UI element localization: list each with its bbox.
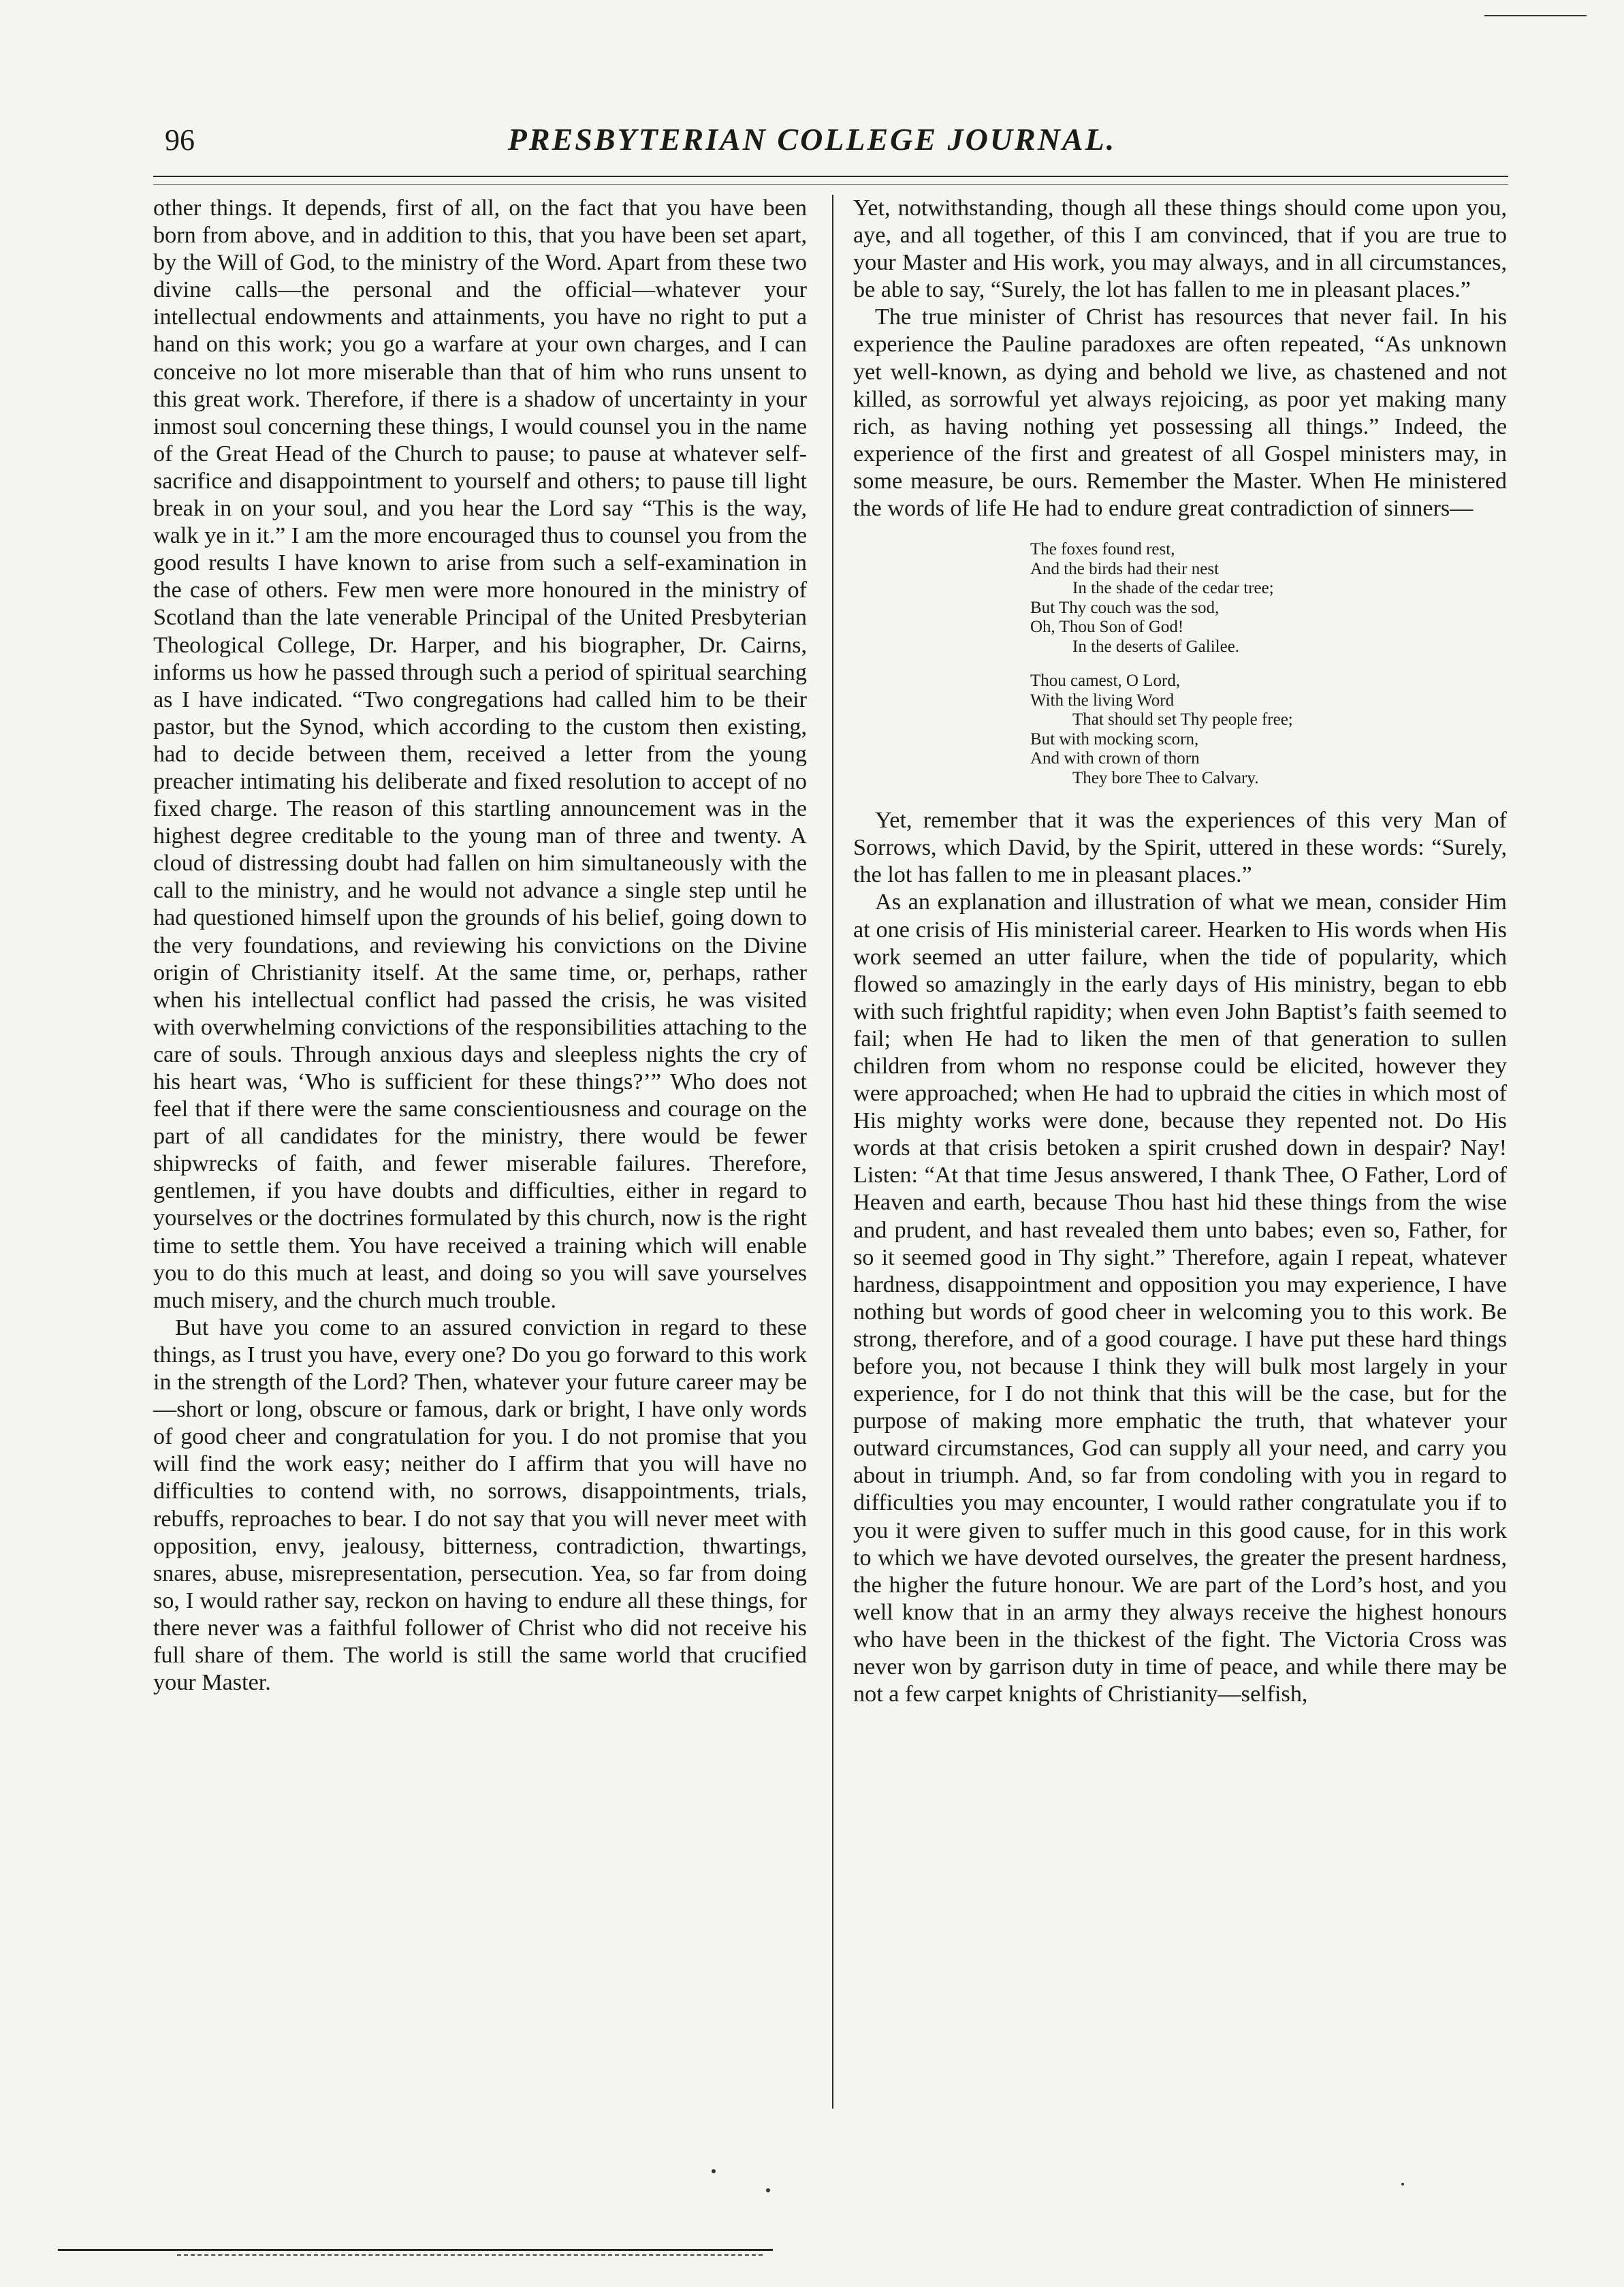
poem <box>1030 540 1507 788</box>
poem-stanza <box>1030 540 1507 657</box>
poem-line: They bore Thee to Calvary. <box>1072 768 1259 787</box>
left-column <box>153 195 807 1697</box>
ink-speck <box>712 2169 716 2173</box>
paragraph: As an explanation and illustration of what we mean, consider Him at one crisis of His ministerial career. Hearken to His words when His work seemed an utter failure, when the tide of popularity, which flowed so amazingly in the early days of His ministry, began to ebb with such frightful rapidity; when even John Baptist’s faith seemed to fail; when He had to liken the men of that generation to sullen children from whom no response could be elicited, however they were approached; when He had to upbraid the cities in which most of His mighty works were done, because they repented not. Do His words at that crisis betoken a spirit crushed down in despair? Nay! Listen: “At that time Jesus answered, I thank Thee, O Father, Lord of Heaven and earth, because Thou hast hid these things from the wise and prudent, and hast revealed them unto babes; even so, Father, for so it seemed good in Thy sight.” Therefore, again I repeat, whatever hardness, disappointment and opposition you may experience, I have nothing but words of good cheer in welcoming you to this work. Be strong, therefore, and of a good courage. I have put these hard things before you, not because I think they will bulk most largely in your experience, for I do not think that this will be the case, but for the purpose of making more emphatic the truth, that whatever your outward circumstances, God can supply all your need, and carry you about in triumph. And, so far from condoling with you in regard to difficulties you may encounter, I would rather congratulate you if to you it were given to suffer much in this good cause, for in this work to which we have devoted ourselves, the greater the present hardness, the higher the future honour. We are part of the Lord’s host, and you well know that in an army they always receive the highest honours who have been in the thickest of the fight. The Victoria Cross was never won by garrison duty in time of peace, and while there may be not a few carpet knights of Christianity—selfish, <box>853 889 1507 1707</box>
poem-line: Oh, Thou Son of God! <box>1030 618 1184 637</box>
column-divider <box>832 195 833 2109</box>
poem-line: And with crown of thorn <box>1030 749 1200 768</box>
top-edge-rule <box>1484 15 1587 16</box>
poem-stanza <box>1030 672 1507 788</box>
footer-rule <box>58 2249 773 2251</box>
paragraph: But have you come to an assured conviction in regard to these things, as I trust you have, every one? Do you go forward to this work in the strength of the Lord? Then, whatever your future career may be—short or long, obscure or famous, dark or bright, I have only words of good cheer and congratulation for you. I do not promise that you will find the work easy; neither do I affirm that you will have no difficulties to contend with, no sorrows, disappointments, trials, rebuffs, reproaches to bear. I do not say that you will never meet with opposition, envy, jealousy, bitterness, contradiction, thwartings, snares, abuse, misrepresentation, persecution. Yea, so far from doing so, I would rather say, reckon on having to endure all these things, for there never was a faithful follower of Christ who did not receive his full share of them. The world is still the same world that crucified your Master. <box>153 1314 807 1696</box>
paragraph: Yet, remember that it was the experiences of this very Man of Sorrows, which David, by the Spirit, uttered in these words: “Surely, the lot has fallen to me in pleasant places.” <box>853 808 1507 888</box>
footer-rule-dashed <box>177 2254 763 2256</box>
poem-line: But with mocking scorn, <box>1030 729 1199 748</box>
ink-speck <box>766 2188 770 2192</box>
paragraph: The true minister of Christ has resources that never fail. In his experience the Pauline paradoxes are often repeated, “As unknown yet well-known, as dying and behold we live, as chastened and not killed, as sorrowful yet always rejoicing, as poor yet making many rich, as having nothing yet possessing all things.” Indeed, the experience of the first and greatest of all Gospel ministers may, in some measure, be ours. Remember the Master. When He ministered the words of life He had to endure great contradiction of sinners— <box>853 304 1507 522</box>
page-number: 96 <box>165 123 195 157</box>
ink-speck <box>1401 2183 1404 2186</box>
poem-line: With the living Word <box>1030 691 1175 710</box>
poem-line: Thou camest, O Lord, <box>1030 672 1181 691</box>
header-rule <box>153 176 1508 177</box>
poem-line: The foxes found rest, <box>1030 540 1175 559</box>
paragraph: Yet, notwithstanding, though all these things should come upon you, aye, and all together, of this I am convinced, that if you are true to your Master and His work, you may always, and in all circumstances, be able to say, “Surely, the lot has fallen to me in pleasant places.” <box>853 195 1507 303</box>
right-column <box>853 195 1507 1708</box>
paragraph: other things. It depends, first of all, on the fact that you have been born from above, and in addition to this, that you have been set apart, by the Will of God, to the ministry of the Word. Apart from these two divine calls—the personal and the official—whatever your intellectual endowments and attainments, you have no right to put a hand on this work; you go a warfare at your own charges, and I can conceive no lot more miserable than that of him who runs unsent to this great work. Therefore, if there is a shadow of uncertainty in your inmost soul concerning these things, I would counsel you in the name of the Great Head of the Church to pause; to pause at whatever self-sacrifice and disappointment to yourself and others; to pause till light break in on your soul, and you hear the Lord say “This is the way, walk ye in it.” I am the more encouraged thus to counsel you from the good results I have known to arise from such a self-examination in the case of others. Few men were more honoured in the ministry of Scotland than the late venerable Principal of the United Presbyterian Theological College, Dr. Harper, and his biographer, Dr. Cairns, informs us how he passed through such a period of spiritual searching as I have indicated. “Two congregations had called him to be their pastor, but the Synod, which according to the custom then existing, had to decide between them, received a letter from the young preacher intimating his deliberate and fixed resolution to accept of no fixed charge. The reason of this startling announcement was in the highest degree creditable to the young man of three and twenty. A cloud of distressing doubt had fallen on him simultaneously with the call to the ministry, and he would not advance a single step until he had questioned himself upon the grounds of his belief, going down to the very foundations, and reviewing his convictions on the Divine origin of Christianity itself. At the same time, or, perhaps, rather when his intellectual conflict had passed the crisis, he was visited with overwhelming convictions of the responsibilities attaching to the care of souls. Through anxious days and sleepless nights the cry of his heart was, ‘Who is sufficient for these things?’” Who does not feel that if there were the same conscientiousness and courage on the part of all candidates for the ministry, there would be fewer shipwrecks of faith, and fewer miserable failures. Therefore, gentlemen, if you have doubts and difficulties, either in regard to yourselves or the doctrines formulated by this church, now is the right time to settle them. You have received a training which will enable you to do this much at least, and doing so you will save yourselves much misery, and the church much trouble. <box>153 195 807 1313</box>
header-rule-thin <box>153 184 1508 185</box>
poem-line: In the shade of the cedar tree; <box>1072 579 1274 598</box>
poem-line: And the birds had their nest <box>1030 559 1220 578</box>
running-title: PRESBYTERIAN COLLEGE JOURNAL. <box>507 122 1117 157</box>
poem-line: That should set Thy people free; <box>1072 710 1293 729</box>
poem-line: But Thy couch was the sod, <box>1030 598 1220 617</box>
poem-line: In the deserts of Galilee. <box>1072 637 1240 656</box>
